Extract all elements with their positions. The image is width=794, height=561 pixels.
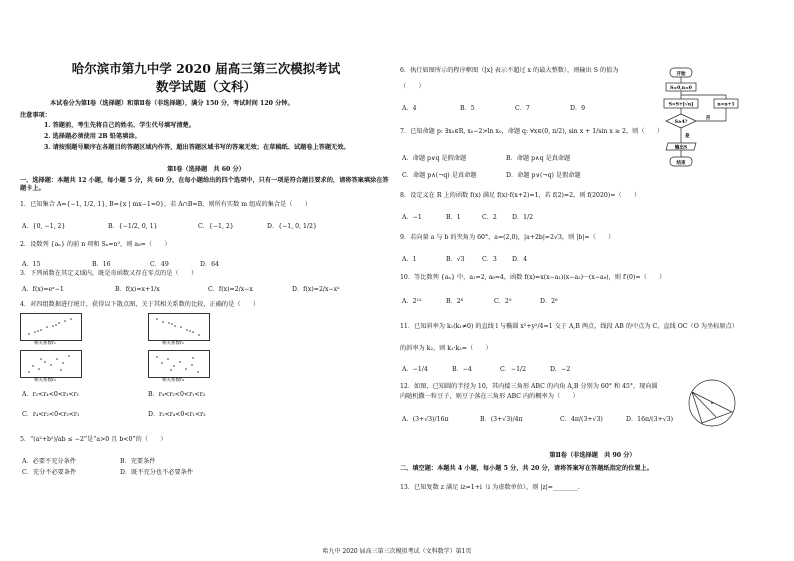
q3-option-d: D．f(x)=2/x−x² xyxy=(292,286,340,293)
q11-option-b: B．−4 xyxy=(452,366,472,373)
q1-option-a: A．{0, −1, 2} xyxy=(22,223,66,230)
q11-option-a: A．−1/4 xyxy=(402,366,428,373)
q4-option-a: A．r₂<r₄<0<r₃<r₁ xyxy=(22,391,80,398)
exam-intro: 本试卷分为第Ⅰ卷（选择题）和第Ⅱ卷（非选择题），满分 150 分，考试时间 120 分钟。 xyxy=(50,100,294,107)
q7-option-a: A．命题 p∨q 是假命题 xyxy=(402,155,467,162)
q12-option-a: A．(3+√3)/16π xyxy=(402,416,449,423)
q11-option-c: C．−1/2 xyxy=(500,366,527,373)
q5-option-c: C．充分不必要条件 xyxy=(22,469,77,476)
scatter-label-r3: 相关系数r₃ xyxy=(34,378,56,383)
q12-option-c: C．4π/(3+√3) xyxy=(560,416,603,423)
q9-option-a: A．1 xyxy=(402,256,417,263)
flow-condition: S≥4? xyxy=(674,120,688,125)
page-footer: 哈九中 2020 届高三第三次模拟考试（文科数学）第1页 xyxy=(322,548,472,555)
q3-option-b: B．f(x)=x+1/x xyxy=(115,286,160,293)
q11-stem: 11．已知斜率为 k₁(k₁≠0) 的直线 l 与椭圆 x²+y²/4=1 交于 A,B 两点，线段 AB 的中点为 C，直线 OC（O 为坐标原点） xyxy=(400,323,738,330)
note-1: 1. 答题前，考生先将自己的姓名、学生代号填写清楚。 xyxy=(44,122,195,129)
q3-stem: 3．下列函数在其定义域内，既是奇函数又存在零点的是（ ） xyxy=(20,270,198,277)
q12-option-d: D．16π/(3+√3) xyxy=(626,416,674,423)
part1-heading: 第Ⅰ卷（选择题 共 60 分） xyxy=(167,166,245,173)
q4-option-c: C．r₄<r₂<0<r₃<r₁ xyxy=(22,411,80,418)
q10-option-d: D．2⁶ xyxy=(540,298,558,305)
q7-option-d: D．命题 p∨(¬q) 是假命题 xyxy=(506,172,581,179)
q6-paren: （ ） xyxy=(400,83,425,90)
q11-stem-continued: 的斜率为 k₂，则 k₁·k₂=（ ） xyxy=(400,345,492,352)
q10-option-b: B．2⁸ xyxy=(446,298,464,305)
part2-instruction: 二、填空题：本题共 4 小题，每小题 5 分，共 20 分，请将答案写在答题纸指定的位置上。 xyxy=(400,465,653,472)
q7-option-b: B．命题 p∧q 是真命题 xyxy=(506,155,571,162)
scatter-plot-r4 xyxy=(148,350,210,378)
q2-option-d: D．64 xyxy=(200,261,220,268)
note-2: 2. 选择题必须使用 2B 铅笔填涂。 xyxy=(44,133,141,140)
q3-option-c: C．f(x)=2/x−x xyxy=(208,286,253,293)
q5-stem: 5．“(a²+b²)/ab ≤ −2”是“a>0 且 b<0”的（ ） xyxy=(20,436,167,443)
q8-option-d: D．1/2 xyxy=(512,214,534,221)
scatter-label-r1: 相关系数r₁ xyxy=(34,341,56,346)
q4-stem: 4．对四组数据进行统计，获得以下散点图，关于其相关系数的比较，正确的是（ ） xyxy=(20,301,260,308)
q6-option-d: D．9 xyxy=(570,105,586,112)
scatter-label-r2: 相关系数r₂ xyxy=(162,341,184,346)
q6-option-b: B．5 xyxy=(460,105,475,112)
q2-stem: 2．设数列 {aₙ} 的前 n 项和 Sₙ=n²，则 a₈=（ ） xyxy=(20,241,171,248)
q9-option-b: B．√3 xyxy=(446,256,465,263)
q8-option-b: B．1 xyxy=(446,214,461,221)
q9-stem: 9．若向量 a 与 b 的夹角为 60°，a=(2,0)，|a+2b|=2√3，则 |b|=（ ） xyxy=(400,234,615,241)
flow-start: 开始 xyxy=(676,72,686,77)
q8-option-a: A．−1 xyxy=(402,214,422,221)
q2-option-c: C．49 xyxy=(150,261,169,268)
scatter-plot-r3 xyxy=(20,350,82,378)
scatter-label-r4: 相关系数r₄ xyxy=(162,378,184,383)
q11-option-d: D．−2 xyxy=(550,366,571,373)
q2-option-a: A．15 xyxy=(22,261,41,268)
q1-option-c: C．{−1, 2} xyxy=(198,223,234,230)
scatter-plot-r1 xyxy=(20,313,82,341)
q4-option-b: B．r₄<r₂<0<r₁<r₃ xyxy=(148,391,206,398)
q4-option-d: D．r₂<r₄<0<r₁<r₃ xyxy=(148,411,206,418)
q5-option-d: D．既不充分也不必要条件 xyxy=(120,469,194,476)
part2-heading: 第Ⅱ卷（非选择题 共 90 分） xyxy=(549,452,636,459)
note-3: 3. 请按照题号顺序在各题目的答题区域内作答，超出答题区域书写的答案无效；在草稿纸、试题卷上答题无效。 xyxy=(44,144,350,151)
q7-option-c: C．命题 p∧(¬q) 是真命题 xyxy=(402,172,477,179)
flow-yes-label: 是 xyxy=(685,134,690,139)
circle-triangle-figure xyxy=(686,376,738,430)
scatter-plot-r1-graphic xyxy=(21,314,81,340)
notes-label: 注意事项： xyxy=(20,112,51,119)
q10-stem: 10．等比数列 {aₙ} 中，a₁=2, a₈=4，函数 f(x)=x(x−a₁)(x−a₂)···(x−a₈)，则 f′(0)=（ ） xyxy=(400,274,666,281)
q6-option-c: C．7 xyxy=(515,105,530,112)
q8-option-c: C．2 xyxy=(482,214,497,221)
flow-no-label: 否 xyxy=(705,116,711,121)
q12-option-b: B．(3+√3)/4π xyxy=(480,416,523,423)
scatter-plot-r4-graphic xyxy=(149,351,209,377)
q6-option-a: A．4 xyxy=(402,105,417,112)
flow-end: 结束 xyxy=(676,161,686,166)
q1-option-b: B．{−1/2, 0, 1} xyxy=(108,223,158,230)
q9-option-c: C．3 xyxy=(482,256,497,263)
exam-title: 哈尔滨市第九中学 2020 届高三第三次模拟考试 xyxy=(71,61,341,76)
flow-output: 输出S xyxy=(674,145,688,151)
flow-accumulate: S=S+[√n] xyxy=(668,102,694,108)
q1-option-d: D．{−1, 0, 1/2} xyxy=(267,223,317,230)
q8-stem: 8．设定义在 R 上的函数 f(x) 满足 f(x)·f(x+2)=1，若 f(2)=2，则 f(2020)=（ ） xyxy=(400,192,641,199)
flow-increment: n=n+1 xyxy=(717,102,735,108)
part1-instruction: 一、选择题：本题共 12 小题，每小题 5 分，共 60 分，在每小题给出的四个选项中，只有一项是符合题目要求的，请将答案填涂在答题卡上。 xyxy=(20,177,389,192)
q3-option-a: A．f(x)=eˣ−1 xyxy=(22,286,64,293)
flow-init: S=0,n=0 xyxy=(670,86,692,91)
q10-option-c: C．2⁹ xyxy=(494,298,512,305)
q12-stem: 12．如图，已知圆的半径为 10，其内接三角形 ABC 的内角 A,B 分别为 60° 和 45°，现向圆 xyxy=(400,383,658,390)
q10-option-a: A．2¹² xyxy=(402,298,422,305)
q13-stem: 13．已知复数 z 满足 iz=1+i（i 为虚数单位），则 |z|=________. xyxy=(400,484,580,491)
q5-option-b: B．充要条件 xyxy=(120,458,156,465)
scatter-plot-r2 xyxy=(148,313,210,341)
q1-stem: 1．已知集合 A={−1, 1/2, 1}, B={x | mx−1=0}，若 A∩B=B，则所有实数 m 组成的集合是（ ） xyxy=(20,201,311,208)
scatter-plot-r2-graphic xyxy=(149,314,209,340)
q2-option-b: B．16 xyxy=(92,261,111,268)
scatter-plot-r3-graphic xyxy=(21,351,81,377)
q9-option-d: D．4 xyxy=(512,256,528,263)
q5-option-a: A．必要不充分条件 xyxy=(22,458,76,465)
program-flowchart xyxy=(662,66,752,178)
q7-stem: 7．已知命题 p: ∃x₀∈R, x₀−2>ln x₀，命题 q: ∀x∈(0, π/2), sin x + 1/sin x ≥ 2，则（ ） xyxy=(400,128,664,135)
exam-subtitle: 数学试题（文科） xyxy=(155,79,256,94)
q12-stem-continued: 内随机撒一粒豆子，则豆子落在三角形 ABC 内的概率为（ ） xyxy=(400,393,579,400)
q6-stem: 6．执行如图所示的程序框图（[x] 表示不超过 x 的最大整数），则输出 S 的值为 xyxy=(400,67,619,74)
